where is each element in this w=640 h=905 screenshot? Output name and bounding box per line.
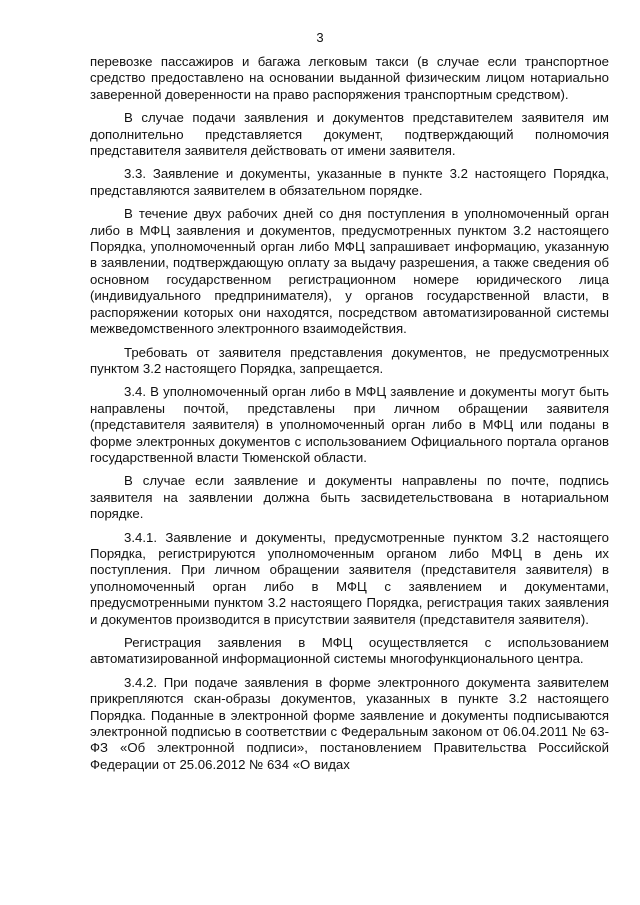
paragraph-postal-submission: В случае если заявление и документы направлены по почте, подпись заявителя на заявлении должна быть засвидетельствована в нотариальном порядке. xyxy=(90,473,609,522)
paragraph-section-3-4: 3.4. В уполномоченный орган либо в МФЦ заявление и документы могут быть направлены почтой, представлены при личном обращении заявителя (представителя заявителя) в уполномоченный орган либо в МФЦ или поданы в форме электронных документов с использованием Официального портала органов государственной власти Тюменской области. xyxy=(90,384,609,465)
paragraph-prohibition: Требовать от заявителя представления документов, не предусмотренных пунктом 3.2 настоящего Порядка, запрещается. xyxy=(90,344,609,376)
paragraph-section-3-4-1: 3.4.1. Заявление и документы, предусмотренные пунктом 3.2 настоящего Порядка, регистрируются уполномоченным органом либо МФЦ в день их поступления. При личном обращении заявителя (представителя заявителя) в уполномоченный орган либо в МФЦ с заявлением и документами, предусмотренными пунктом 3.2 настоящего Порядка, регистрация таких заявления и документов производится в присутствии заявителя (представителя заявителя). xyxy=(90,529,609,627)
paragraph-interagency-request: В течение двух рабочих дней со дня поступления в уполномоченный орган либо в МФЦ заявления и документов, предусмотренных пунктом 3.2 настоящего Порядка, уполномоченный орган либо МФЦ запрашивает информацию, указанную в заявлении, подтверждающую оплату за выдачу разрешения, а также сведения об основном государственном регистрационном номере юридического лица (индивидуального предпринимателя), у органов государственной власти, в распоряжении которых они находятся, посредством автоматизированной системы межведомственного электронного взаимодействия. xyxy=(90,206,609,337)
paragraph-section-3-4-2: 3.4.2. При подаче заявления в форме электронного документа заявителем прикрепляются скан-образы документов, указанных в пункте 3.2 настоящего Порядка. Поданные в электронной форме заявление и документы подписываются электронной подписью в соответствии с Федеральным законом от 06.04.2011 № 63-ФЗ «Об электронной подписи», постановлением Правительства Российской Федерации от 25.06.2012 № 634 «О видах xyxy=(90,674,609,772)
paragraph-section-3-3: 3.3. Заявление и документы, указанные в пункте 3.2 настоящего Порядка, представляются заявителем в обязательном порядке. xyxy=(90,166,609,198)
paragraph-representative-documents: В случае подачи заявления и документов представителем заявителя им дополнительно представляется документ, подтверждающий полномочия представителя заявителя действовать от имени заявителя. xyxy=(90,110,609,159)
document-body xyxy=(90,54,609,780)
paragraph-continuation: перевозке пассажиров и багажа легковым такси (в случае если транспортное средство предоставлено на основании выданной физическим лицом нотариально заверенной доверенности на право распоряжения транспортным средством). xyxy=(90,54,609,102)
page-number: 3 xyxy=(316,30,324,45)
paragraph-mfc-registration: Регистрация заявления в МФЦ осуществляется с использованием автоматизированной информационной системы многофункционального центра. xyxy=(90,635,609,667)
